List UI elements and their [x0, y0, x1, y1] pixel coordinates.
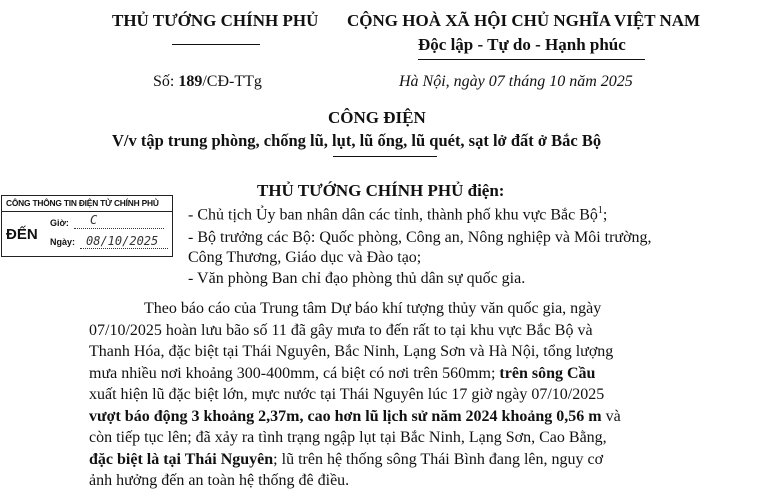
stamp-time-line — [74, 228, 164, 229]
subject-underline — [333, 156, 437, 157]
stamp-header: CÔNG THÔNG TIN ĐIỆN TỬ CHÍNH PHỦ — [2, 196, 172, 212]
addressee-item: - Văn phòng Ban chỉ đạo phòng thủ dân sự quốc gia. — [188, 270, 526, 287]
document-title: CÔNG ĐIỆN — [328, 108, 426, 127]
body-line: 07/10/2025 hoàn lưu bão số 11 đã gây mưa to đến rất to tại khu vực Bắc Bộ và — [89, 322, 593, 339]
stamp-date-value: 08/10/2025 — [86, 234, 159, 248]
addressee-item — [188, 205, 607, 224]
stamp-den-label: ĐẾN — [6, 226, 38, 243]
body-text: ; lũ trên hệ thống sông Thái Bình đang lên, nguy cơ — [273, 451, 604, 468]
footnote-mark: 1 — [597, 205, 603, 216]
body-line — [89, 406, 621, 428]
document-number — [153, 73, 262, 91]
body-text: và — [601, 408, 621, 425]
body-line: Thanh Hóa, đặc biệt tại Thái Nguyên, Bắc Ninh, Lạng Sơn và Hà Nội, tổng lượng — [89, 343, 614, 360]
body-line: xuất hiện lũ đặc biệt lớn, mực nước tại Thái Nguyên lúc 17 giờ ngày 07/10/2025 — [89, 386, 605, 403]
issuer-name: THỦ TƯỚNG CHÍNH PHỦ — [112, 11, 319, 30]
issuer-underline — [172, 44, 260, 45]
number-label: Số: — [153, 73, 179, 90]
motto-underline — [418, 59, 645, 60]
stamp-date-line — [80, 248, 168, 249]
stamp-time-value: C — [90, 213, 98, 227]
body-text: mưa nhiều nơi khoảng 300-400mm, cá biệt có nơi trên 560mm; — [89, 365, 500, 382]
country-name: CỘNG HOÀ XÃ HỘI CHỦ NGHĨA VIỆT NAM — [347, 11, 701, 30]
body-line — [89, 363, 595, 385]
addressee-item-text: - Chủ tịch Ủy ban nhân dân các tỉnh, thành phố khu vực Bắc Bộ — [188, 206, 598, 224]
body-emphasis: trên sông Cầu — [499, 365, 596, 382]
body-emphasis: đặc biệt là tại Thái Nguyên — [89, 451, 274, 468]
national-motto: Độc lập - Tự do - Hạnh phúc — [418, 35, 626, 54]
body-line: ảnh hưởng đến an toàn hệ thống đê điều. — [89, 472, 350, 489]
number-suffix: /CĐ-TTg — [202, 73, 262, 90]
body-line — [89, 449, 603, 471]
body-line: còn tiếp tục lên; đã xảy ra tình trạng ngập lụt tại Bắc Ninh, Lạng Sơn, Cao Bằng, — [89, 429, 607, 446]
body-emphasis: vượt báo động 3 khoảng 2,37m, cao hơn lũ lịch sử năm 2024 khoảng 0,56 m — [89, 408, 602, 425]
addressee-item-tail: ; — [602, 206, 608, 224]
addressee-item: - Bộ trưởng các Bộ: Quốc phòng, Công an, Nông nghiệp và Môi trường, — [188, 229, 652, 246]
addressee-item-continued: Công Thương, Giáo dục và Đào tạo; — [188, 249, 422, 266]
addressee-heading: THỦ TƯỚNG CHÍNH PHỦ điện: — [257, 181, 505, 200]
stamp-time-label: Giờ: — [50, 218, 69, 228]
stamp-date-label: Ngày: — [50, 237, 76, 247]
received-stamp — [1, 195, 173, 257]
number-value: 189 — [178, 73, 203, 90]
document-subject: V/v tập trung phòng, chống lũ, lụt, lũ ống, lũ quét, sạt lở đất ở Bắc Bộ — [112, 131, 602, 150]
place-date: Hà Nội, ngày 07 tháng 10 năm 2025 — [399, 73, 633, 90]
body-line: Theo báo cáo của Trung tâm Dự báo khí tượng thủy văn quốc gia, ngày — [144, 300, 602, 317]
